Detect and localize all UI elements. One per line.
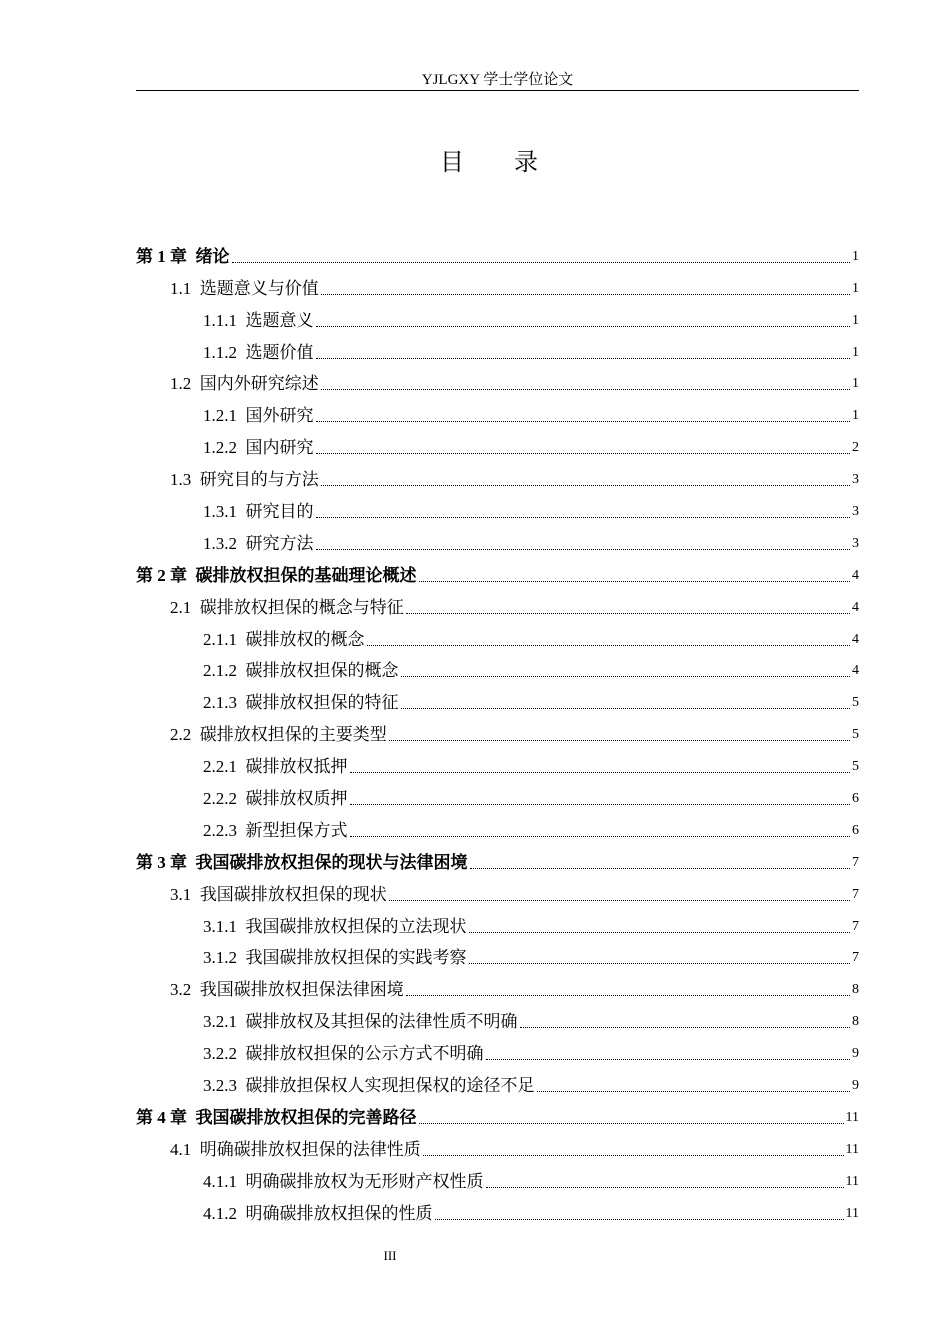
toc-entry-title: 新型担保方式: [245, 820, 348, 840]
table-of-contents: [136, 236, 859, 1225]
toc-entry-number: 3.1.1: [203, 916, 237, 936]
dot-leader: [389, 900, 850, 901]
toc-entry-number: 1.1: [170, 278, 192, 298]
toc-entry[interactable]: [136, 332, 859, 364]
toc-entry-page: 8: [852, 982, 859, 998]
toc-entry[interactable]: [136, 1065, 859, 1097]
toc-entry-page: 9: [852, 1078, 859, 1094]
toc-entry-number: 3.1: [170, 884, 192, 904]
dot-leader: [350, 836, 851, 837]
toc-entry-page: 7: [852, 854, 859, 870]
toc-entry-title: 碳排放权担保的公示方式不明确: [245, 1044, 484, 1064]
toc-entry-title: 国内研究: [245, 438, 314, 458]
dot-leader: [389, 740, 850, 741]
toc-entry-number: 3.2.2: [203, 1044, 237, 1064]
toc-entry-title: 国内外研究综述: [199, 374, 319, 394]
toc-entry[interactable]: [136, 969, 859, 1001]
toc-entry-number: 2.2: [170, 725, 192, 745]
toc-entry-page: 3: [852, 535, 859, 551]
dot-leader: [520, 1027, 851, 1028]
toc-entry-number: 2.1.3: [203, 693, 237, 713]
toc-entry-page: 4: [852, 599, 859, 615]
toc-entry[interactable]: [136, 491, 859, 523]
toc-entry-number: 第 2 章: [136, 565, 187, 585]
dot-leader: [350, 804, 851, 805]
dot-leader: [350, 772, 851, 773]
toc-entry-page: 5: [852, 727, 859, 743]
toc-entry[interactable]: [136, 619, 859, 651]
toc-entry[interactable]: [136, 682, 859, 714]
toc-entry-number: 1.3: [170, 470, 192, 490]
toc-entry[interactable]: [136, 810, 859, 842]
toc-entry[interactable]: [136, 874, 859, 906]
toc-entry[interactable]: [136, 523, 859, 555]
toc-entry-page: 3: [852, 504, 859, 520]
toc-entry[interactable]: [136, 714, 859, 746]
dot-leader: [406, 613, 850, 614]
toc-entry[interactable]: [136, 1097, 859, 1129]
toc-entry-number: 2.1: [170, 597, 192, 617]
dot-leader: [470, 868, 851, 869]
toc-entry-number: 1.1.1: [203, 310, 237, 330]
toc-entry-page: 1: [852, 312, 859, 328]
toc-entry-page: 11: [845, 1173, 859, 1189]
toc-entry[interactable]: [136, 300, 859, 332]
toc-entry-title: 我国碳排放权担保的完善路径: [195, 1107, 417, 1127]
toc-entry-number: 2.2.3: [203, 820, 237, 840]
toc-entry-title: 我国碳排放权担保的现状: [199, 884, 387, 904]
dot-leader: [486, 1187, 844, 1188]
dot-leader: [232, 262, 851, 263]
toc-entry-page: 11: [845, 1205, 859, 1221]
toc-entry[interactable]: [136, 395, 859, 427]
toc-entry-number: 3.2.3: [203, 1076, 237, 1096]
toc-entry-number: 1.1.2: [203, 342, 237, 362]
dot-leader: [321, 485, 850, 486]
toc-entry-number: 2.2.2: [203, 789, 237, 809]
toc-entry-title: 研究方法: [245, 533, 314, 553]
dot-leader: [423, 1155, 844, 1156]
toc-entry-number: 第 4 章: [136, 1107, 187, 1127]
toc-entry-number: 3.1.2: [203, 948, 237, 968]
toc-entry-number: 2.2.1: [203, 757, 237, 777]
dot-leader: [321, 389, 850, 390]
dot-leader: [316, 326, 851, 327]
toc-entry-title: 国外研究: [245, 406, 314, 426]
dot-leader: [367, 645, 851, 646]
toc-entry[interactable]: [136, 651, 859, 683]
toc-entry-page: 1: [852, 376, 859, 392]
toc-title: 目 录: [440, 150, 560, 176]
toc-entry-page: 7: [852, 950, 859, 966]
header-rule: [136, 90, 859, 91]
toc-entry-number: 第 3 章: [136, 852, 187, 872]
dot-leader: [316, 453, 851, 454]
toc-entry-page: 5: [852, 695, 859, 711]
toc-entry-title: 碳排放担保权人实现担保权的途径不足: [245, 1076, 535, 1096]
toc-entry[interactable]: [136, 587, 859, 619]
toc-entry-title: 我国碳排放权担保的立法现状: [245, 916, 467, 936]
toc-entry-title: 明确碳排放权担保的法律性质: [199, 1139, 421, 1159]
toc-entry-title: 碳排放权担保的主要类型: [199, 725, 387, 745]
toc-entry[interactable]: [136, 1001, 859, 1033]
toc-entry[interactable]: [136, 1193, 859, 1225]
toc-entry[interactable]: [136, 906, 859, 938]
dot-leader: [537, 1091, 851, 1092]
toc-entry-number: 1.2: [170, 374, 192, 394]
dot-leader: [401, 676, 851, 677]
dot-leader: [321, 294, 850, 295]
toc-entry-page: 1: [852, 280, 859, 296]
toc-entry-title: 明确碳排放权为无形财产权性质: [245, 1171, 484, 1191]
toc-entry-page: 9: [852, 1046, 859, 1062]
toc-entry-title: 碳排放权及其担保的法律性质不明确: [245, 1012, 518, 1032]
toc-entry-page: 11: [845, 1109, 859, 1125]
toc-entry-title: 我国碳排放权担保法律困境: [199, 980, 404, 1000]
toc-entry-number: 4.1: [170, 1139, 192, 1159]
toc-entry-title: 研究目的与方法: [199, 470, 319, 490]
toc-entry-title: 碳排放权担保的概念与特征: [199, 597, 404, 617]
toc-entry-page: 4: [852, 663, 859, 679]
page-number: III: [383, 1248, 397, 1263]
dot-leader: [316, 358, 851, 359]
toc-entry[interactable]: [136, 1129, 859, 1161]
toc-entry[interactable]: [136, 778, 859, 810]
dot-leader: [406, 995, 850, 996]
toc-entry-number: 3.2: [170, 980, 192, 1000]
toc-entry-title: 明确碳排放权担保的性质: [245, 1203, 433, 1223]
toc-entry-page: 4: [852, 631, 859, 647]
toc-entry-title: 选题意义与价值: [199, 278, 319, 298]
toc-entry[interactable]: [136, 364, 859, 396]
toc-entry-number: 1.2.2: [203, 438, 237, 458]
running-header: YJLGXY 学士学位论文: [421, 72, 574, 88]
toc-entry-number: 4.1.2: [203, 1203, 237, 1223]
toc-entry[interactable]: [136, 236, 859, 268]
dot-leader: [469, 963, 851, 964]
toc-entry[interactable]: [136, 842, 859, 874]
toc-entry-title: 研究目的: [245, 502, 314, 522]
toc-entry-page: 6: [852, 822, 859, 838]
toc-entry-page: 7: [852, 918, 859, 934]
toc-entry-title: 我国碳排放权担保的实践考察: [245, 948, 467, 968]
toc-entry-title: 绪论: [195, 246, 230, 266]
toc-entry[interactable]: [136, 938, 859, 970]
toc-entry-title: 碳排放权抵押: [245, 757, 348, 777]
toc-entry-title: 碳排放权担保的特征: [245, 693, 399, 713]
toc-entry[interactable]: [136, 1033, 859, 1065]
toc-entry-number: 4.1.1: [203, 1171, 237, 1191]
toc-entry[interactable]: [136, 459, 859, 491]
toc-entry[interactable]: [136, 1161, 859, 1193]
toc-entry-title: 碳排放权质押: [245, 789, 348, 809]
toc-entry-page: 1: [852, 408, 859, 424]
toc-entry-page: 1: [852, 344, 859, 360]
toc-entry-number: 第 1 章: [136, 246, 187, 266]
toc-entry-title: 碳排放权担保的基础理论概述: [195, 565, 417, 585]
toc-entry-number: 1.2.1: [203, 406, 237, 426]
toc-entry-page: 2: [852, 440, 859, 456]
dot-leader: [401, 708, 851, 709]
toc-entry[interactable]: [136, 746, 859, 778]
toc-entry-number: 3.2.1: [203, 1012, 237, 1032]
toc-entry-page: 6: [852, 791, 859, 807]
toc-entry[interactable]: [136, 555, 859, 587]
toc-entry-number: 1.3.1: [203, 502, 237, 522]
toc-entry-page: 8: [852, 1014, 859, 1030]
dot-leader: [316, 549, 851, 550]
toc-entry-title: 选题意义: [245, 310, 314, 330]
dot-leader: [419, 1123, 844, 1124]
dot-leader: [316, 517, 851, 518]
dot-leader: [469, 932, 851, 933]
toc-entry-number: 1.3.2: [203, 533, 237, 553]
toc-entry-title: 我国碳排放权担保的现状与法律困境: [195, 852, 468, 872]
toc-entry-title: 碳排放权的概念: [245, 629, 365, 649]
toc-entry[interactable]: [136, 427, 859, 459]
toc-entry-title: 选题价值: [245, 342, 314, 362]
dot-leader: [419, 581, 851, 582]
toc-entry-number: 2.1.1: [203, 629, 237, 649]
toc-entry-page: 5: [852, 759, 859, 775]
toc-entry-title: 碳排放权担保的概念: [245, 661, 399, 681]
dot-leader: [435, 1219, 844, 1220]
dot-leader: [486, 1059, 851, 1060]
toc-entry-page: 3: [852, 472, 859, 488]
toc-entry-page: 4: [852, 567, 859, 583]
toc-entry-page: 1: [852, 248, 859, 264]
toc-entry[interactable]: [136, 268, 859, 300]
toc-entry-page: 7: [852, 886, 859, 902]
dot-leader: [316, 421, 851, 422]
toc-entry-number: 2.1.2: [203, 661, 237, 681]
toc-entry-page: 11: [845, 1141, 859, 1157]
